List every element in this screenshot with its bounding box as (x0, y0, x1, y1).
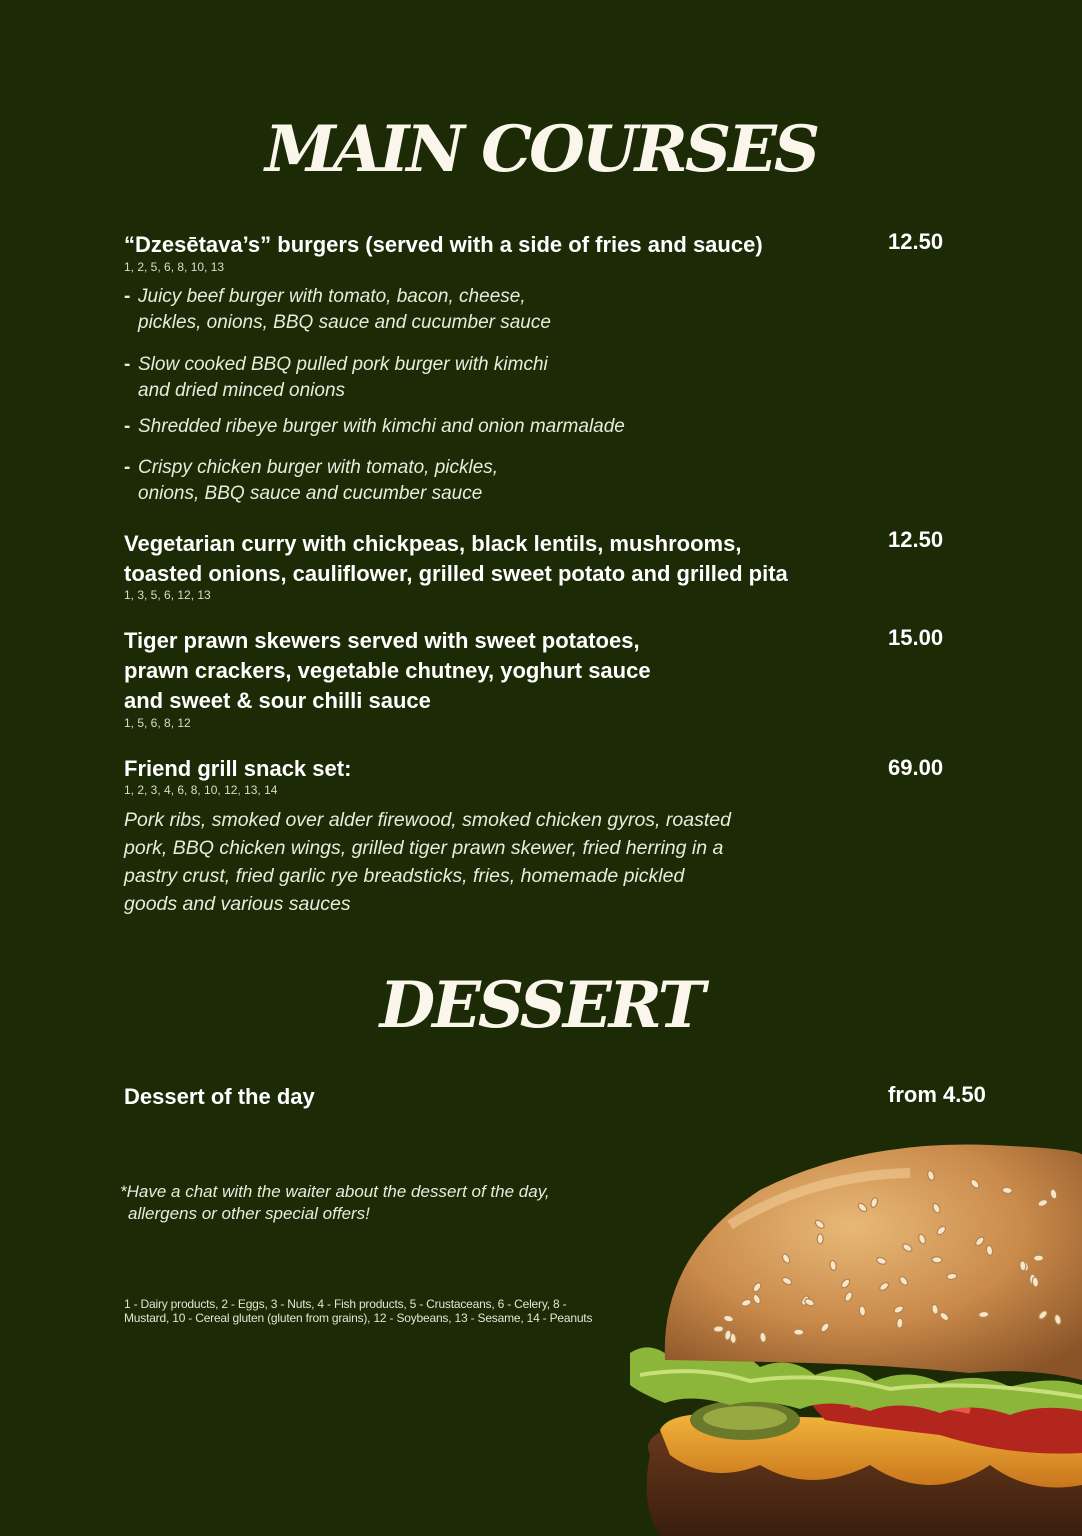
dash-bullet: - (124, 416, 131, 437)
description-line: pastry crust, fried garlic rye breadsticks, fries, homemade pickled (124, 865, 685, 887)
dish-name-line: Tiger prawn skewers served with sweet potatoes, (124, 628, 640, 653)
sesame-seed (817, 1234, 823, 1244)
burger-option-line: onions, BBQ sauce and cucumber sauce (138, 483, 483, 504)
dish-name-dessert-of-the-day: Dessert of the day (124, 1084, 315, 1109)
price-vegetarian-curry: 12.50 (888, 527, 944, 552)
burger-option-line: Juicy beef burger with tomato, bacon, cheese, (138, 286, 526, 307)
dish-name-line: Vegetarian curry with chickpeas, black lentils, mushrooms, (124, 531, 742, 556)
price-tiger-prawn: 15.00 (888, 625, 944, 650)
description-line: Pork ribs, smoked over alder firewood, smoked chicken gyros, roasted (124, 809, 731, 831)
allergens-tiger-prawn: 1, 5, 6, 8, 12 (124, 716, 191, 730)
sesame-seed (1019, 1260, 1026, 1271)
dish-name-grill-snack-set: Friend grill snack set: (124, 756, 352, 781)
burger-option-line: Shredded ribeye burger with kimchi and onion marmalade (138, 416, 625, 437)
sesame-seed (713, 1326, 723, 1333)
burger-option-ribeye (124, 414, 625, 440)
dish-name-line: and sweet & sour chilli sauce (124, 688, 431, 713)
allergens-vegetarian-curry: 1, 3, 5, 6, 12, 13 (124, 588, 211, 602)
legend-line: 1 - Dairy products, 2 - Eggs, 3 - Nuts, 4 - Fish products, 5 - Crustaceans, 6 - Celery, 8 - (124, 1297, 567, 1311)
sesame-seed (932, 1256, 942, 1263)
legend-line: Mustard, 10 - Cereal gluten (gluten from grains), 12 - Soybeans, 13 - Sesame, 14 - Peanuts (124, 1311, 593, 1325)
sesame-seed (1033, 1255, 1043, 1261)
dash-bullet: - (124, 457, 131, 478)
dish-name-vegetarian-curry (124, 529, 788, 589)
allergens-burgers: 1, 2, 5, 6, 8, 10, 13 (124, 260, 225, 274)
sesame-seed (978, 1311, 989, 1318)
main-courses-title: MAIN COURSES (264, 112, 818, 187)
dessert-title: DESSERT (379, 968, 703, 1043)
description-line: pork, BBQ chicken wings, grilled tiger prawn skewer, fried herring in a (124, 837, 724, 859)
price-dessert-of-the-day: from 4.50 (888, 1082, 986, 1107)
description-line: goods and various sauces (124, 893, 351, 915)
sesame-seed (794, 1329, 804, 1335)
dash-bullet: - (124, 354, 131, 375)
burger-option-beef (124, 284, 551, 336)
dash-bullet: - (124, 286, 131, 307)
burger-option-line: and dried minced onions (138, 380, 346, 401)
note-line: allergens or other special offers! (128, 1204, 370, 1223)
burger-illustration (610, 1135, 1082, 1536)
dish-name-line: toasted onions, cauliflower, grilled sweet potato and grilled pita (124, 561, 788, 586)
dish-name-line: prawn crackers, vegetable chutney, yoghurt sauce (124, 658, 651, 683)
price-burgers: 12.50 (888, 229, 944, 254)
sesame-seed (896, 1318, 903, 1328)
grill-snack-set-description (124, 806, 731, 918)
burger-option-line: pickles, onions, BBQ sauce and cucumber sauce (138, 312, 551, 333)
allergens-grill-snack-set: 1, 2, 3, 4, 6, 8, 10, 12, 13, 14 (124, 783, 278, 797)
burger-option-line: Crispy chicken burger with tomato, pickles, (138, 457, 499, 478)
dish-name-burgers: “Dzesētava’s” burgers (served with a side of fries and sauce) (124, 232, 763, 257)
burger-option-pulled-pork (124, 352, 548, 404)
dish-name-tiger-prawn (124, 626, 651, 716)
allergen-legend (124, 1297, 592, 1325)
note-line: *Have a chat with the waiter about the dessert of the day, (120, 1182, 550, 1201)
waiter-note (120, 1181, 550, 1225)
burger-option-line: Slow cooked BBQ pulled pork burger with kimchi (138, 354, 548, 375)
price-grill-snack-set: 69.00 (888, 755, 944, 780)
burger-option-chicken (124, 455, 498, 507)
